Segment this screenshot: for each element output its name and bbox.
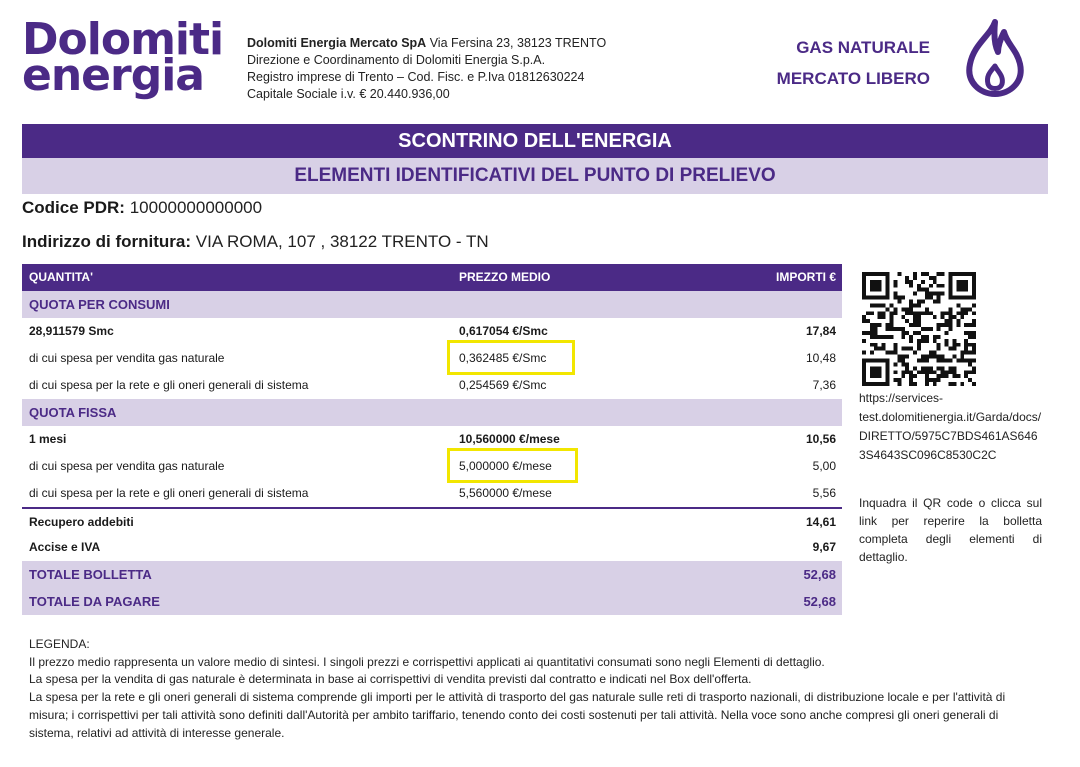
row-amount: 5,00 — [812, 459, 836, 473]
qr-code-icon[interactable] — [862, 272, 976, 386]
table-row — [22, 480, 842, 507]
total-due-row — [22, 588, 842, 615]
table-row — [22, 453, 842, 480]
company-line-3: Registro imprese di Trento – Cod. Fisc. e P.Iva 01812630224 — [247, 70, 585, 84]
section-label: QUOTA PER CONSUMI — [29, 297, 170, 312]
company-line-4: Capitale Sociale i.v. € 20.440.936,00 — [247, 87, 450, 101]
highlight-box-fissa — [447, 448, 578, 483]
total-amount: 52,68 — [803, 594, 836, 609]
table-row-accise — [22, 534, 842, 561]
section-fissa — [22, 399, 842, 426]
table-row — [22, 318, 842, 345]
company-name: Dolomiti Energia Mercato SpA — [247, 36, 427, 50]
header-amount: IMPORTI € — [775, 270, 836, 284]
table-row — [22, 372, 842, 399]
row-amount: 7,36 — [812, 378, 836, 392]
product-title — [777, 32, 930, 94]
flame-icon — [960, 18, 1030, 98]
row-desc: 28,911579 Smc — [29, 324, 114, 338]
row-price: 0,362485 €/Smc — [459, 351, 547, 365]
legend-p1: Il prezzo medio rappresenta un valore medio di sintesi. I singoli prezzi e corrispettivi applicati ai quantitativi consumati sono negli Elementi di dettaglio. — [29, 654, 825, 669]
row-desc: Recupero addebiti — [29, 515, 134, 529]
section-consumi — [22, 291, 842, 318]
qr-link[interactable]: https://services-test.dolomitienergia.it/Garda/docs/DIRETTO/5975C7BDS461AS6463S4643SC096C8530C2C — [859, 391, 1042, 462]
product-line-1: GAS NATURALE — [796, 38, 930, 57]
pdr-value: 10000000000000 — [129, 198, 263, 217]
qr-note: Inquadra il QR code o clicca sul link per reperire la bolletta completa degli elementi di dettaglio. — [859, 496, 1042, 564]
company-address: Via Fersina 23, 38123 TRENTO — [429, 36, 607, 50]
legend — [29, 636, 1045, 742]
table-row — [22, 426, 842, 453]
row-amount: 10,48 — [805, 351, 836, 365]
supply-address — [22, 232, 489, 252]
row-desc: di cui spesa per vendita gas naturale — [29, 351, 225, 365]
pdr-code — [22, 198, 262, 218]
highlight-box-consumi — [447, 340, 575, 375]
section-title-band: ELEMENTI IDENTIFICATIVI DEL PUNTO DI PRELIEVO — [22, 158, 1048, 194]
row-amount: 14,61 — [805, 515, 836, 529]
row-desc: Accise e IVA — [29, 540, 101, 554]
product-line-2: MERCATO LIBERO — [776, 69, 930, 88]
table-row — [22, 345, 842, 372]
header-qty: QUANTITA' — [29, 270, 93, 284]
supply-label: Indirizzo di fornitura: — [22, 232, 192, 251]
supply-value: VIA ROMA, 107 , 38122 TRENTO - TN — [195, 232, 489, 251]
row-desc: di cui spesa per la rete e gli oneri generali di sistema — [29, 486, 309, 500]
row-desc: 1 mesi — [29, 432, 67, 446]
row-price: 10,560000 €/mese — [459, 432, 560, 446]
header-price: PREZZO MEDIO — [459, 270, 551, 284]
legend-p2: La spesa per la vendita di gas naturale è determinata in base ai corrispettivi di vendita previsti dal contratto e indicati nel Box dell'offerta. — [29, 672, 752, 687]
table-row-recupero — [22, 507, 842, 534]
logo-line-1: Dolomiti — [22, 14, 224, 65]
company-info — [247, 35, 606, 103]
row-price: 0,254569 €/Smc — [459, 378, 547, 392]
cost-table — [22, 264, 842, 615]
total-label: TOTALE BOLLETTA — [29, 567, 152, 582]
row-amount: 10,56 — [805, 432, 836, 446]
row-amount: 17,84 — [805, 324, 836, 338]
row-amount: 5,56 — [812, 486, 836, 500]
legend-p3: La spesa per la rete e gli oneri generali di sistema comprende gli importi per le attività di trasporto del gas naturale sulle reti di trasporto nazionali, di distribuzione locale e per l'attività di misura; i corrispettivi per tali attività sono definiti dall'Autorità per ambito tariffario, tenendo conto dei costi sostenuti per tali attività. Nella voce sono anche compresi gli oneri generali di sistema, relativi ad attività di interesse generale. — [29, 690, 1006, 740]
row-desc: di cui spesa per vendita gas naturale — [29, 459, 225, 473]
company-logo — [22, 14, 224, 101]
row-price: 0,617054 €/Smc — [459, 324, 548, 338]
row-desc: di cui spesa per la rete e gli oneri generali di sistema — [29, 378, 309, 392]
legend-title: LEGENDA: — [29, 637, 90, 651]
company-line-2: Direzione e Coordinamento di Dolomiti Energia S.p.A. — [247, 53, 546, 67]
row-amount: 9,67 — [812, 540, 836, 554]
total-bill-row — [22, 561, 842, 588]
table-header — [22, 264, 842, 291]
receipt-title-band: SCONTRINO DELL'ENERGIA — [22, 124, 1048, 158]
pdr-label: Codice PDR: — [22, 198, 125, 217]
total-amount: 52,68 — [803, 567, 836, 582]
row-price: 5,560000 €/mese — [459, 486, 552, 500]
logo-line-2: energia — [22, 50, 204, 101]
section-label: QUOTA FISSA — [29, 405, 117, 420]
total-label: TOTALE DA PAGARE — [29, 594, 160, 609]
row-price: 5,000000 €/mese — [459, 459, 552, 473]
